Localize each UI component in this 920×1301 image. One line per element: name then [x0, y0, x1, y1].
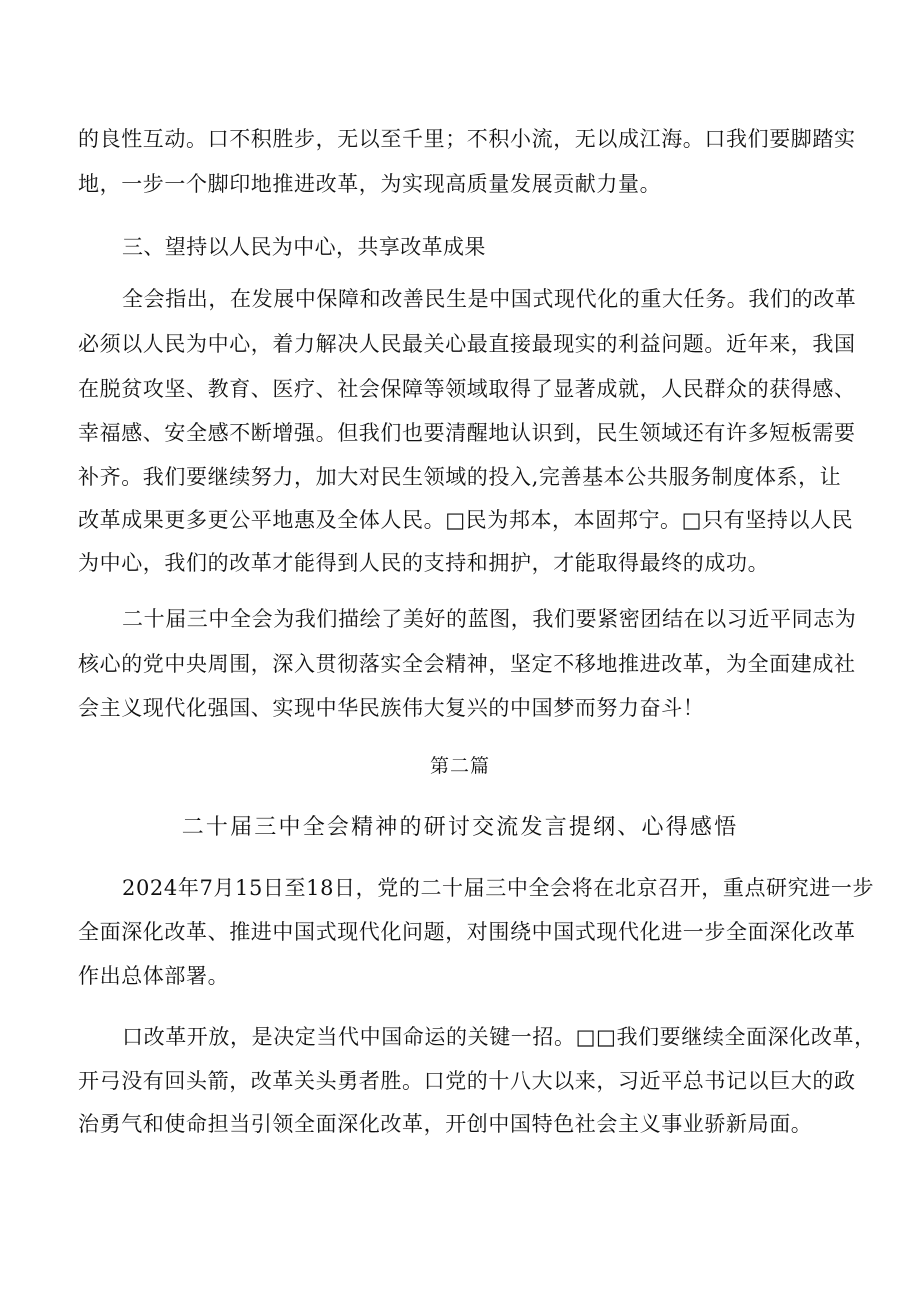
- part-label: 第二篇: [429, 755, 490, 777]
- paragraph-line: 核心的党中央周围，深入贯彻落实全会精神，坚定不移地推进改革，为全面建成社: [78, 652, 856, 676]
- paragraph-line: 全面深化改革、推进中国式现代化问题，对围绕中国式现代化进一步全面深化改革: [78, 920, 856, 944]
- paragraph-line: 治勇气和使命担当引领全面深化改革，开创中国特色社会主义事业骄新局面。: [78, 1112, 813, 1136]
- paragraph-line: 2024年7月15日至18日，党的二十届三中全会将在北京召开，重点研究进一步: [122, 876, 875, 900]
- section-heading: 三、望持以人民为中心，共享改革成果: [122, 235, 486, 259]
- paragraph-line: 作出总体部署。: [78, 964, 230, 988]
- paragraph-line: 全会指出，在发展中保障和改善民生是中国式现代化的重大任务。我们的改革: [122, 287, 857, 311]
- paragraph-line: 必须以人民为中心，着力解决人民最关心最直接最现实的利益问题。近年来，我国: [78, 332, 856, 356]
- paragraph-line: 会主义现代化强国、实现中华民族伟大复兴的中国梦而努力奋斗！: [78, 696, 705, 720]
- paragraph-line: 幸福感、安全感不断增强。但我们也要清醒地认识到，民生领域还有许多短板需要: [78, 421, 856, 445]
- paragraph-line: 二十届三中全会为我们描绘了美好的蓝图，我们要紧密团结在以习近平同志为: [122, 607, 857, 631]
- paragraph-line: 开弓没有回头箭，改革关头勇者胜。口党的十八大以来，习近平总书记以巨大的政: [78, 1069, 856, 1093]
- paragraph-line: 地，一步一个脚印地推进改革，为实现高质量发展贡献力量。: [78, 172, 662, 196]
- paragraph-line: 补齐。我们要继续努力，加大对民生领域的投入,完善基本公共服务制度体系，让: [78, 465, 842, 489]
- paragraph-line: 改革成果更多更公平地惠及全体人民。□民为邦本，本固邦宁。□只有坚持以人民: [78, 508, 854, 532]
- paragraph-line: 的良性互动。口不积胜步，无以至千里；不积小流，无以成江海。口我们要脚踏实: [78, 127, 856, 151]
- paragraph-line: 为中心，我们的改革才能得到人民的支持和拥护，才能取得最终的成功。: [78, 551, 770, 575]
- paragraph-line: 口改革开放，是决定当代中国命运的关键一招。□□我们要继续全面深化改革，: [122, 1025, 876, 1049]
- paragraph-line: 在脱贫攻坚、教育、医疗、社会保障等领域取得了显著成就，人民群众的获得感、: [78, 377, 856, 401]
- document-title: 二十届三中全会精神的研讨交流发言提纲、心得感悟: [181, 815, 739, 840]
